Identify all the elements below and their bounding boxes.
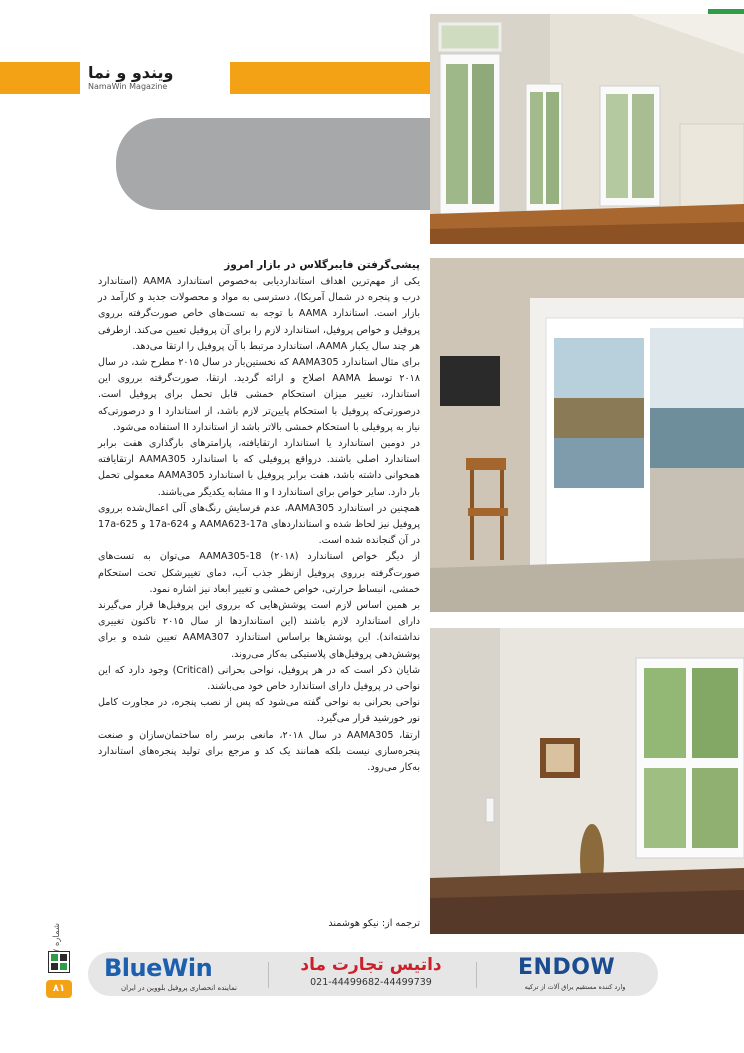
article-paragraph: ارتقا، AAMA305 در سال ۲۰۱۸، مانعی برسر راه ساختمان‌سازان و صنعت پنجره‌سازی نیست بلکه همانند یک کد و مرجع برای تولید پنجره‌های استاندارد به‌کار می‌رود.	[98, 729, 420, 774]
photo-sliding-door-lake-view	[430, 258, 744, 612]
ad-endow[interactable]	[510, 955, 640, 995]
photo-french-doors-room	[430, 14, 744, 244]
endow-tagline: وارد کننده مستقیم یراق آلات از ترکیه	[524, 983, 626, 991]
logo-title: ویندو و نما	[88, 63, 174, 82]
bluewin-logo-text: BlueWin	[104, 954, 213, 982]
article-paragraph: در دومین استاندارد یا استاندارد ارتقا‌یافته، پارامترهای بارگذاری هفت برابر استاندارد اصلی باشند. درواقع پروفیلی که با استاندارد AAMA305 ارتقا‌یافته همخوانی داشته باشد، هفت برابر پروفیل با استاندارد AAMA305 معمولی تحمل بار دارد. سایر خواص برای استاندارد I و II مشابه یکدیگر می‌باشند.	[98, 438, 420, 498]
ad-bluewin[interactable]	[104, 954, 254, 994]
article-paragraph: همچنین در استاندارد AAMA305، عدم فرسایش رنگ‌های آلی اعمال‌شده برروی پروفیل نیز لحاظ شده و استانداردهای AAMA623-17a و 624-17a و 625-17a در آن گنجانده شده است.	[98, 502, 420, 547]
article-paragraph: نواحی بحرانی به نواحی گفته می‌شود که پس از نصب پنجره، در مجاورت کامل نور خورشید قرار می‌گیرد.	[98, 697, 420, 725]
datis-logo-text: داتیس تجارت ماد	[300, 955, 442, 975]
ad-datis-tejarat-mad[interactable]	[286, 955, 456, 995]
article-paragraph: بر همین اساس لازم است پوشش‌هایی که برروی این پروفیل‌ها قرار می‌گیرند دارای استاندارد لازم باشند (این استانداردها از سال ۲۰۱۵ تاکنون تغییری نداشته‌اند). این پوشش‌ها براساس استاندارد AAMA307 تعیین شده و برای پوشش‌دهی پروفیل‌های پلاستیکی به‌کار می‌روند.	[98, 600, 420, 660]
article-paragraph: شایان ذکر است که در هر پروفیل، نواحی بحرانی (Critical) وجود دارد که این نواحی در پروفیل دارای استاندارد خاص خود می‌باشند.	[98, 664, 420, 693]
article-title: پیشی‌گرفتن فایبرگلاس در بازار امروز	[224, 259, 420, 271]
endow-logo-text: ENDOW	[518, 955, 616, 980]
bluewin-tagline: نماینده انحصاری پروفیل بلووین در ایران	[121, 984, 237, 992]
issue-number: شماره	[52, 922, 62, 947]
translator-credit: ترجمه از: نیکو هوشمند	[328, 918, 420, 929]
ad-divider	[476, 962, 477, 988]
ad-divider	[268, 962, 269, 988]
article-body	[98, 258, 420, 776]
datis-phone-numbers: 021-44499682-44499739	[310, 977, 432, 988]
decorative-grey-panel	[116, 118, 430, 210]
magazine-small-logo-icon	[48, 951, 70, 973]
article-paragraph: برای مثال استاندارد AAMA305 که نخستین‌بار در سال ۲۰۱۵ مطرح شد، در سال ۲۰۱۸ توسط AAMA اصلاح و ارائه گردید. ارتقا، صورت‌گرفته برروی این استاندارد، تغییر میزان استحکام خمشی قابل تحمل برای پروفیل است. درصورتی‌که پروفیل با استحکام پایین‌تر لازم باشد، از استاندارد I و درصورتی‌که نیاز به پروفیلی با استحکام خمشی بالاتر باشد از استاندارد II استفاده می‌شود.	[98, 357, 421, 433]
logo-subtitle: NamaWin Magazine	[88, 82, 168, 91]
article-paragraph: یکی از مهم‌ترین اهداف استانداردیابی به‌خصوص استاندارد AAMA (استاندارد درب و پنجره در شمال آمریکا)، دسترسی به مواد و محصولات جدید و کارآمد در بازار است. استاندارد AAMA با توجه به تست‌های خاص صورت‌گرفته برروی پروفیل و خواص پروفیل، استاندارد لازم را برای آن پروفیل تعیین می‌کند. ازطرفی هر چند سال یکبار AAMA، استاندارد مرتبط با آن پروفیل را ارتقا می‌دهد.	[98, 276, 421, 352]
article-paragraph: از دیگر خواص استاندارد AAMA305-18 (۲۰۱۸) می‌توان به تست‌های صورت‌گرفته برروی پروفیل ازنظر جذب آب، دمای تغییرشکل تحت استحکام خمشی، انبساط حرارتی، خواص خمشی و تغییر ابعاد نیز اشاره نمود.	[98, 551, 420, 595]
photo-hallway-windows	[430, 628, 744, 934]
page-number: ۸۱	[46, 980, 72, 998]
